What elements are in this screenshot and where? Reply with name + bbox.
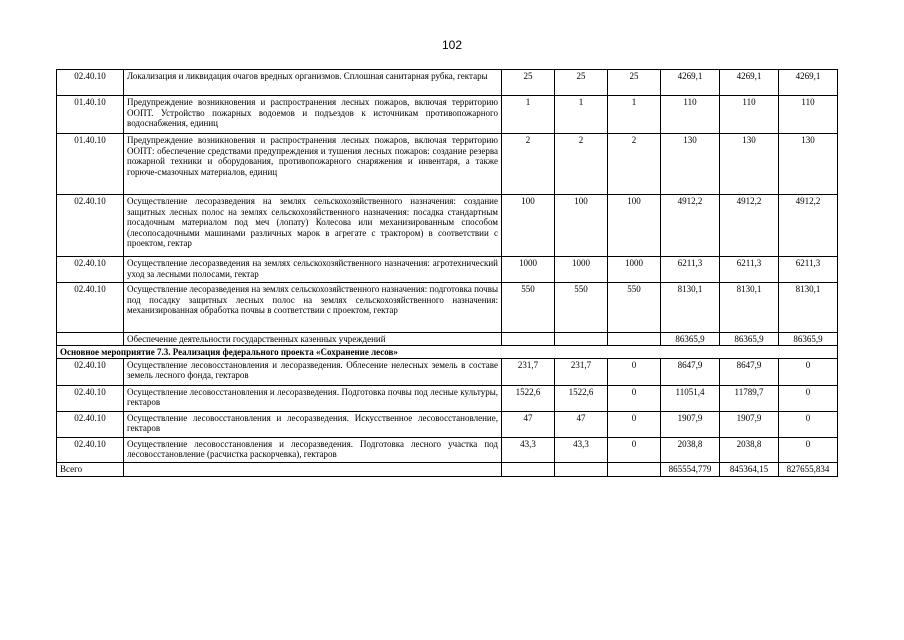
amount-cell: 845364,15	[720, 462, 779, 476]
volume-cell: 100	[502, 195, 555, 257]
amount-cell: 86365,9	[720, 333, 779, 346]
page-number: 102	[441, 38, 463, 52]
amount-cell: 865554,779	[661, 462, 720, 476]
amount-cell: 86365,9	[779, 333, 838, 346]
table-row	[57, 333, 838, 346]
amount-cell: 6211,3	[720, 257, 779, 283]
activity-code-cell	[57, 333, 124, 346]
amount-cell: 8647,9	[720, 358, 779, 385]
amount-cell: 130	[661, 134, 720, 195]
volume-cell: 1522,6	[502, 385, 555, 411]
volume-cell: 231,7	[555, 358, 608, 385]
section-title: Основное мероприятие 7.3. Реализация федерального проекта «Сохранение лесов»	[57, 346, 838, 359]
activity-code-cell: 02.40.10	[57, 358, 124, 385]
description-cell: Осуществление лесовосстановления и лесоразведения. Подготовка почвы под лесные культуры, гектаров	[124, 385, 502, 411]
activity-code-cell: 02.40.10	[57, 283, 124, 333]
activity-code-cell: 02.40.10	[57, 437, 124, 462]
amount-cell: 110	[720, 96, 779, 134]
volume-cell: 2	[608, 134, 661, 195]
table-row	[57, 358, 838, 385]
amount-cell: 4912,2	[661, 195, 720, 257]
activity-code-cell: Всего	[57, 462, 124, 476]
activity-code-cell: 02.40.10	[57, 195, 124, 257]
amount-cell: 11051,4	[661, 385, 720, 411]
amount-cell: 0	[779, 437, 838, 462]
description-cell: Осуществление лесоразведения на землях сельскохозяйственного назначения: подготовка почвы под посадку защитных лесных полос на землях сельскохозяйственного назначения: механизированная обработка почвы в соответствии с проектом, гектар	[124, 283, 502, 333]
amount-cell: 827655,834	[779, 462, 838, 476]
volume-cell	[502, 333, 555, 346]
amount-cell: 0	[779, 358, 838, 385]
amount-cell: 1907,9	[720, 411, 779, 437]
table-row	[57, 195, 838, 257]
description-cell: Осуществление лесоразведения на землях сельскохозяйственного назначения: создание защитных лесных полос на землях сельскохозяйственного назначения: посадка стандартным посадочным материалом под меч (лопату) Колесова или механизированным способом (лесопосадочными машинами различных марок в агрегате с трактором) в соответствии с проектом, гектар	[124, 195, 502, 257]
amount-cell: 86365,9	[661, 333, 720, 346]
volume-cell: 1	[555, 96, 608, 134]
volume-cell: 0	[608, 358, 661, 385]
volume-cell: 1000	[502, 257, 555, 283]
volume-cell: 1	[502, 96, 555, 134]
activity-code-cell: 02.40.10	[57, 385, 124, 411]
amount-cell: 6211,3	[779, 257, 838, 283]
volume-cell	[608, 462, 661, 476]
volume-cell: 1000	[555, 257, 608, 283]
description-cell: Осуществление лесовосстановления и лесоразведения. Облесение нелесных земель в составе земель лесного фонда, гектаров	[124, 358, 502, 385]
volume-cell: 47	[555, 411, 608, 437]
section-row	[57, 346, 838, 359]
activity-code-cell: 01.40.10	[57, 134, 124, 195]
volume-cell: 25	[502, 70, 555, 96]
amount-cell: 4912,2	[779, 195, 838, 257]
table-row	[57, 437, 838, 462]
description-cell: Локализация и ликвидация очагов вредных организмов. Сплошная санитарная рубка, гектары	[124, 70, 502, 96]
activity-code-cell: 02.40.10	[57, 257, 124, 283]
description-cell: Осуществление лесовосстановления и лесоразведения. Искусственное лесовосстановление, гектаров	[124, 411, 502, 437]
description-cell: Осуществление лесовосстановления и лесоразведения. Подготовка лесного участка под лесовосстановление (расчистка раскорчевка), гектаров	[124, 437, 502, 462]
table-row	[57, 283, 838, 333]
description-cell	[124, 462, 502, 476]
amount-cell: 1907,9	[661, 411, 720, 437]
amount-cell: 130	[720, 134, 779, 195]
amount-cell: 0	[779, 385, 838, 411]
volume-cell: 231,7	[502, 358, 555, 385]
volume-cell: 1000	[608, 257, 661, 283]
activity-code-cell: 01.40.10	[57, 96, 124, 134]
amount-cell: 110	[779, 96, 838, 134]
volume-cell: 0	[608, 411, 661, 437]
amount-cell: 130	[779, 134, 838, 195]
volume-cell	[608, 333, 661, 346]
amount-cell: 6211,3	[661, 257, 720, 283]
table-row	[57, 257, 838, 283]
table-row	[57, 462, 838, 476]
volume-cell: 25	[608, 70, 661, 96]
table-row	[57, 411, 838, 437]
volume-cell: 47	[502, 411, 555, 437]
amount-cell: 4269,1	[720, 70, 779, 96]
amount-cell: 8647,9	[661, 358, 720, 385]
volume-cell	[502, 462, 555, 476]
volume-cell: 43,3	[502, 437, 555, 462]
description-cell: Предупреждение возникновения и распространения лесных пожаров, включая территорию ООПТ: обеспечение средствами предупреждения и тушения лесных пожаров: создание резерва пожарной техники и оборудования, противопожарного снаряжения и инвентаря, а также горюче-смазочных материалов, единиц	[124, 134, 502, 195]
amount-cell: 11789,7	[720, 385, 779, 411]
volume-cell: 1522,6	[555, 385, 608, 411]
volume-cell: 43,3	[555, 437, 608, 462]
table-row	[57, 385, 838, 411]
amount-cell: 8130,1	[779, 283, 838, 333]
amount-cell: 4269,1	[661, 70, 720, 96]
amount-cell: 0	[779, 411, 838, 437]
description-cell: Осуществление лесоразведения на землях сельскохозяйственного назначения: агротехнический уход за лесными полосами, гектар	[124, 257, 502, 283]
amount-cell: 8130,1	[661, 283, 720, 333]
amount-cell: 2038,8	[720, 437, 779, 462]
volume-cell: 0	[608, 437, 661, 462]
amount-cell: 2038,8	[661, 437, 720, 462]
volume-cell	[555, 462, 608, 476]
table-row	[57, 134, 838, 195]
description-cell: Обеспечение деятельности государственных казенных учреждений	[124, 333, 502, 346]
forestry-measures-table	[56, 69, 838, 477]
activity-code-cell: 02.40.10	[57, 411, 124, 437]
volume-cell: 2	[555, 134, 608, 195]
description-cell: Предупреждение возникновения и распространения лесных пожаров, включая территорию ООПТ. Устройство пожарных водоемов и подъездов к источникам противопожарного водоснабжения, единиц	[124, 96, 502, 134]
amount-cell: 4269,1	[779, 70, 838, 96]
table-body	[57, 70, 838, 477]
volume-cell: 2	[502, 134, 555, 195]
amount-cell: 4912,2	[720, 195, 779, 257]
volume-cell: 0	[608, 385, 661, 411]
amount-cell: 110	[661, 96, 720, 134]
volume-cell: 550	[555, 283, 608, 333]
volume-cell	[555, 333, 608, 346]
table-row	[57, 96, 838, 134]
volume-cell: 100	[608, 195, 661, 257]
volume-cell: 25	[555, 70, 608, 96]
activity-code-cell: 02.40.10	[57, 70, 124, 96]
volume-cell: 550	[608, 283, 661, 333]
volume-cell: 550	[502, 283, 555, 333]
volume-cell: 100	[555, 195, 608, 257]
amount-cell: 8130,1	[720, 283, 779, 333]
table-row	[57, 70, 838, 96]
volume-cell: 1	[608, 96, 661, 134]
